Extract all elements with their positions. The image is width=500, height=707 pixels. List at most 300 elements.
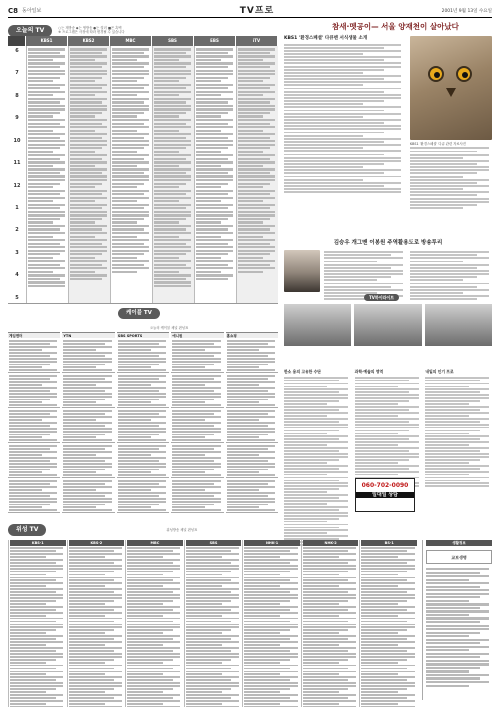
text-line [244, 603, 280, 605]
text-line [238, 119, 275, 121]
time-header [8, 36, 26, 46]
text-line [172, 384, 205, 386]
text-line [244, 568, 297, 570]
text-line [112, 264, 144, 266]
text-line [303, 626, 356, 628]
text-line [9, 501, 57, 503]
text-line [196, 211, 233, 213]
text-line [284, 383, 348, 385]
text-line [425, 485, 489, 487]
text-line [238, 158, 270, 160]
text-line [127, 629, 173, 631]
text-line [303, 591, 349, 593]
text-line [303, 579, 349, 581]
text-line [112, 168, 149, 170]
hour-label: 8 [15, 92, 19, 99]
text-line [9, 428, 57, 430]
text-line [186, 550, 232, 552]
text-line [244, 624, 297, 626]
text-line [118, 349, 151, 351]
text-line [284, 88, 401, 90]
text-line [355, 377, 419, 379]
text-line [355, 406, 419, 408]
text-line [28, 207, 60, 209]
text-line [69, 574, 105, 576]
text-line [70, 179, 107, 181]
text-line [9, 375, 57, 377]
cable-tv-header [118, 308, 160, 319]
text-line [118, 451, 166, 453]
tv-highlight [284, 294, 492, 368]
text-line [227, 460, 268, 462]
text-line [303, 638, 349, 640]
text-line [303, 694, 356, 696]
text-line [9, 492, 57, 494]
text-line [227, 425, 268, 427]
text-line [196, 112, 228, 114]
text-line [426, 646, 489, 648]
text-line [186, 635, 239, 637]
text-line [154, 257, 179, 259]
text-line [28, 246, 65, 248]
text-line [112, 115, 137, 117]
text-line [284, 103, 363, 105]
feature-subhead: KBS1 '환경스페셜' 다큐멘 서식생물 소개 [284, 36, 368, 41]
text-line [70, 165, 95, 167]
text-line [361, 629, 407, 631]
text-line [303, 585, 339, 587]
article [355, 370, 422, 547]
text-line [186, 603, 222, 605]
text-line [172, 375, 220, 377]
text-line [238, 133, 275, 135]
text-line [227, 501, 275, 503]
text-line [238, 112, 270, 114]
text-line [63, 504, 104, 506]
text-line [127, 650, 173, 652]
text-line [112, 257, 137, 259]
satellite-column: NHK-2 [301, 540, 360, 707]
text-line [196, 55, 233, 57]
text-line [154, 281, 191, 283]
text-line [9, 457, 57, 459]
text-line [118, 399, 159, 401]
text-line [69, 676, 122, 678]
text-line [69, 691, 105, 693]
text-line [361, 588, 414, 590]
text-line [238, 161, 275, 163]
text-line [9, 378, 50, 380]
text-line [284, 94, 401, 96]
text-line [118, 419, 151, 421]
text-line [172, 343, 213, 345]
text-line [284, 160, 401, 162]
text-line [410, 191, 489, 193]
text-line [154, 62, 191, 64]
cable-program-block [171, 443, 223, 478]
text-line [196, 267, 233, 269]
section-title: TV프로 [239, 5, 275, 16]
text-line [227, 358, 275, 360]
text-line [28, 94, 53, 96]
text-line [426, 610, 489, 612]
text-line [118, 495, 159, 497]
text-lines [426, 568, 492, 687]
text-line [10, 571, 56, 573]
text-line [70, 197, 107, 199]
text-line [303, 603, 339, 605]
text-line [28, 108, 65, 110]
text-line [196, 193, 228, 195]
text-line [118, 410, 166, 412]
text-line [361, 644, 397, 646]
text-line [10, 671, 63, 673]
text-line [154, 140, 191, 142]
text-line [303, 550, 349, 552]
channel-kbs2: KBS2 [68, 36, 110, 46]
text-line [227, 431, 275, 433]
text-line [28, 253, 60, 255]
text-line [196, 48, 233, 50]
text-line [410, 279, 463, 281]
highlight-photo [425, 304, 492, 346]
text-line [154, 239, 191, 241]
text-line [154, 285, 191, 287]
channel-column [26, 46, 68, 303]
text-line [9, 416, 57, 418]
text-line [186, 685, 239, 687]
text-line [227, 352, 275, 354]
text-line [244, 676, 297, 678]
text-line [63, 469, 104, 471]
text-line [284, 154, 384, 156]
text-line [227, 506, 260, 508]
text-line [28, 158, 60, 160]
text-line [361, 603, 397, 605]
text-line [63, 352, 111, 354]
text-line [284, 78, 384, 80]
text-line [284, 91, 384, 93]
text-line [10, 697, 56, 699]
text-line [238, 264, 270, 266]
text-line [355, 474, 398, 476]
text-line [284, 138, 401, 140]
text-line [28, 77, 60, 79]
text-line [127, 591, 173, 593]
text-line [361, 685, 414, 687]
text-line [70, 77, 102, 79]
text-line [118, 486, 166, 488]
text-line [244, 600, 290, 602]
text-line [172, 495, 213, 497]
owl-eye [456, 66, 472, 82]
text-line [10, 691, 46, 693]
text-line [63, 498, 111, 500]
text-line [69, 697, 115, 699]
feature-headline: 참새·멧공이— 서울 양재천이 살아났다 [332, 22, 459, 31]
text-line [172, 460, 213, 462]
text-line [355, 462, 398, 464]
text-line [10, 629, 56, 631]
text-line [172, 387, 220, 389]
text-line [227, 471, 260, 473]
text-line [227, 466, 275, 468]
text-line [154, 232, 191, 234]
text-line [361, 559, 414, 561]
text-line [284, 386, 327, 388]
text-line [63, 378, 104, 380]
text-line [284, 113, 401, 115]
hour-label: 3 [15, 249, 19, 256]
text-line [238, 172, 270, 174]
text-line [127, 676, 180, 678]
text-line [63, 454, 96, 456]
text-line [63, 358, 111, 360]
text-line [361, 556, 397, 558]
text-line [284, 97, 401, 99]
text-line [186, 665, 239, 667]
text-line [196, 207, 228, 209]
text-line [10, 656, 63, 658]
text-line [284, 100, 384, 102]
text-line [63, 416, 111, 418]
text-line [410, 204, 477, 206]
text-line [238, 98, 275, 100]
text-line [196, 147, 228, 149]
text-line [112, 48, 149, 50]
text-line [284, 144, 401, 146]
text-line [154, 133, 191, 135]
text-line [284, 122, 384, 124]
text-line [70, 243, 102, 245]
text-line [227, 384, 260, 386]
text-line [284, 69, 384, 71]
text-line [112, 253, 144, 255]
text-line [154, 236, 179, 238]
text-line [227, 396, 275, 398]
text-line [69, 703, 105, 705]
text-line [69, 568, 122, 570]
text-line [284, 135, 363, 137]
text-line [28, 91, 65, 93]
text-line [172, 393, 220, 395]
text-line [244, 550, 290, 552]
text-line [186, 629, 232, 631]
text-line [28, 183, 60, 185]
text-line [284, 56, 401, 58]
text-line [303, 582, 356, 584]
text-line [28, 285, 65, 287]
text-line [112, 154, 149, 156]
text-line [154, 94, 179, 96]
text-line [244, 668, 290, 670]
cable-program-block [62, 443, 114, 478]
satellite-tv-title: 위성 TV [8, 524, 46, 536]
text-line [112, 200, 137, 202]
text-line [425, 482, 489, 484]
text-line [28, 218, 60, 220]
text-line [70, 84, 107, 86]
text-line [127, 577, 180, 579]
text-line [69, 618, 122, 620]
text-line [172, 474, 220, 476]
text-line [10, 568, 63, 570]
text-line [426, 582, 489, 584]
text-line [196, 119, 233, 121]
text-line [361, 568, 414, 570]
text-line [70, 133, 107, 135]
text-line [28, 105, 65, 107]
text-line [172, 355, 213, 357]
text-line [28, 59, 53, 61]
text-line [63, 436, 96, 438]
text-line [284, 477, 348, 479]
text-line [238, 211, 275, 213]
text-line [284, 453, 348, 455]
text-line [154, 52, 186, 54]
text-line [70, 151, 95, 153]
text-line [284, 50, 401, 52]
text-line [186, 594, 239, 596]
text-line [186, 597, 239, 599]
text-line [69, 559, 122, 561]
text-lines [410, 147, 492, 209]
text-line [118, 460, 159, 462]
text-line [186, 638, 232, 640]
text-line [361, 668, 407, 670]
text-line [118, 474, 166, 476]
text-line [10, 626, 63, 628]
text-line [303, 668, 349, 670]
text-line [10, 682, 63, 684]
text-line [127, 594, 180, 596]
text-line [69, 656, 122, 658]
text-line [154, 175, 191, 177]
text-line [9, 471, 42, 473]
text-line [361, 659, 407, 661]
text-line [425, 435, 489, 437]
text-line [238, 48, 275, 50]
text-line [196, 168, 233, 170]
text-line [425, 480, 480, 482]
text-line [172, 436, 205, 438]
text-line [227, 495, 268, 497]
text-line [154, 119, 191, 121]
text-line [303, 665, 356, 667]
text-line [70, 91, 107, 93]
text-line [244, 556, 280, 558]
text-line [112, 70, 149, 72]
text-line [284, 116, 363, 118]
text-line [172, 469, 213, 471]
text-line [118, 483, 159, 485]
text-line [186, 577, 239, 579]
text-line [118, 375, 166, 377]
text-line [112, 140, 149, 142]
text-line [154, 193, 186, 195]
text-line [70, 140, 107, 142]
text-line [238, 200, 263, 202]
text-line [196, 108, 233, 110]
text-line [28, 267, 65, 269]
text-line [186, 688, 232, 690]
text-line [70, 52, 102, 54]
text-line [425, 474, 468, 476]
text-line [303, 671, 356, 673]
text-line [355, 447, 419, 449]
text-line [238, 87, 270, 89]
text-line [154, 168, 191, 170]
text-line [244, 579, 290, 581]
phone-ad[interactable] [355, 478, 415, 512]
text-line [284, 110, 384, 112]
text-line [154, 243, 186, 245]
text-line [186, 574, 222, 576]
text-line [426, 635, 469, 637]
text-line [127, 659, 173, 661]
text-line [127, 562, 173, 564]
text-line [10, 676, 63, 678]
text-line [63, 401, 96, 403]
text-line [410, 151, 477, 153]
text-line [284, 391, 339, 393]
text-line [127, 618, 180, 620]
text-line [425, 447, 489, 449]
info-sidebar [422, 540, 492, 700]
text-line [284, 444, 327, 446]
text-line [70, 101, 102, 103]
text-line [361, 579, 407, 581]
text-line [196, 264, 228, 266]
text-line [112, 239, 149, 241]
cable-program-block [117, 373, 169, 408]
text-line [118, 384, 151, 386]
text-line [154, 144, 191, 146]
text-line [172, 480, 220, 482]
text-line [10, 582, 63, 584]
text-line [9, 419, 42, 421]
text-line [10, 688, 56, 690]
text-line [127, 547, 180, 549]
text-line [70, 175, 107, 177]
text-line [284, 488, 339, 490]
text-line [127, 665, 180, 667]
text-line [410, 267, 477, 269]
text-line [324, 254, 391, 256]
text-line [238, 204, 275, 206]
text-line [426, 674, 489, 676]
text-line [186, 703, 222, 705]
text-line [10, 679, 56, 681]
text-line [69, 594, 122, 596]
satellite-tv-grid [8, 540, 418, 700]
text-line [324, 286, 391, 288]
text-line [410, 254, 477, 256]
text-line [361, 574, 397, 576]
text-line [361, 662, 397, 664]
text-line [154, 123, 186, 125]
text-line [154, 55, 191, 57]
text-line [196, 243, 228, 245]
text-line [9, 431, 57, 433]
text-line [410, 166, 489, 168]
text-line [244, 638, 290, 640]
text-line [227, 428, 275, 430]
text-line [112, 232, 149, 234]
today-tv-grid [8, 36, 278, 304]
text-line [227, 448, 268, 450]
text-line [410, 289, 489, 291]
